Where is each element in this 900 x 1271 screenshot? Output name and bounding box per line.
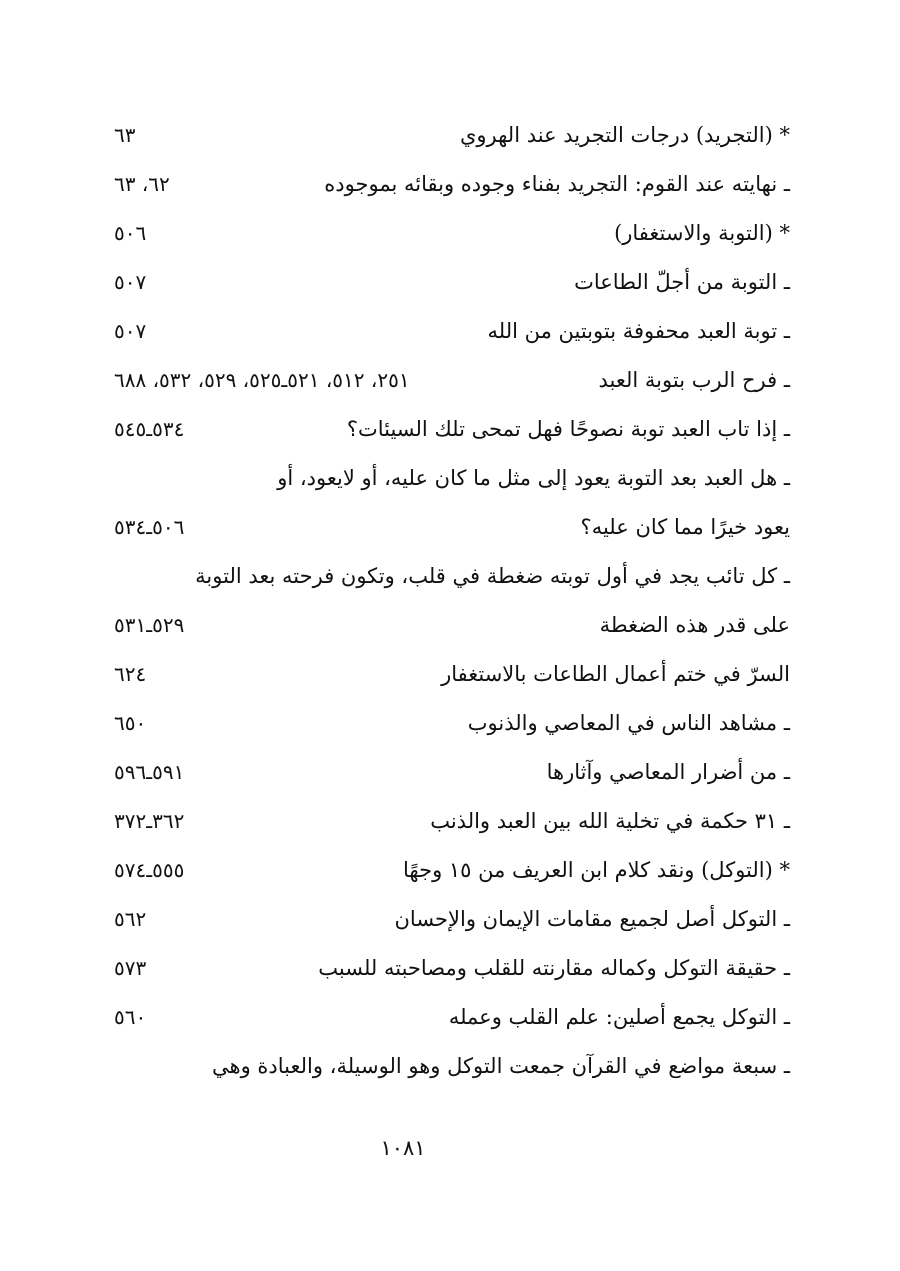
entry-pages: ٥٠٧ (114, 319, 147, 343)
index-entry (110, 161, 790, 210)
entry-pages: ٥٠٦ (114, 221, 147, 245)
entry-text: ـ مشاهد الناس في المعاصي والذنوب (467, 711, 790, 735)
entry-pages: ٥٩١ـ٥٩٦ (114, 760, 185, 784)
index-entry (110, 651, 790, 700)
index-entry (110, 847, 790, 896)
entry-pages: ٥٠٧ (114, 270, 147, 294)
index-entry (110, 357, 790, 406)
entry-pages: ٦٣ (114, 123, 136, 147)
entry-pages: ٥٢٩ـ٥٣١ (114, 613, 185, 637)
index-entry (110, 553, 790, 602)
index-entries (110, 112, 790, 1092)
index-entry (110, 945, 790, 994)
entry-pages: ٦٢٤ (114, 662, 147, 686)
entry-text: ـ كل تائب يجد في أول توبته ضغطة في قلب، وتكون فرحته بعد التوبة (195, 564, 790, 588)
index-entry (110, 994, 790, 1043)
entry-pages: ٥٥٥ـ٥٧٤ (114, 858, 185, 882)
index-entry (110, 210, 790, 259)
index-entry (110, 112, 790, 161)
index-entry (110, 896, 790, 945)
entry-pages: ٥٧٣ (114, 956, 147, 980)
entry-text: * (التوبة والاستغفار) (614, 221, 790, 245)
index-entry (110, 406, 790, 455)
entry-pages: ٥٠٦ـ٥٣٤ (114, 515, 185, 539)
entry-pages: ٥٣٤ـ٥٤٥ (114, 417, 185, 441)
index-entry (110, 798, 790, 847)
index-entry (110, 308, 790, 357)
index-entry (110, 602, 790, 651)
page-number: ١٠٨١ (380, 1136, 426, 1160)
index-entry (110, 504, 790, 553)
entry-text: ـ التوبة من أجلّ الطاعات (574, 270, 790, 294)
entry-text: يعود خيرًا مما كان عليه؟ (580, 515, 790, 539)
entry-text: ـ إذا تاب العبد توبة نصوحًا فهل تمحى تلك السيئات؟ (346, 417, 790, 441)
index-entry (110, 455, 790, 504)
entry-text: ـ التوكل يجمع أصلين: علم القلب وعمله (448, 1005, 790, 1029)
entry-text: ـ هل العبد بعد التوبة يعود إلى مثل ما كان عليه، أو لايعود، أو (277, 466, 790, 490)
entry-pages: ٦٢، ٦٣ (114, 172, 170, 196)
entry-text: ـ التوكل أصل لجميع مقامات الإيمان والإحسان (394, 907, 790, 931)
entry-pages: ٣٦٢ـ٣٧٢ (114, 809, 185, 833)
entry-text: السرّ في ختم أعمال الطاعات بالاستغفار (441, 662, 790, 686)
entry-pages: ٢٥١، ٥١٢، ٥٢١ـ٥٢٥، ٥٢٩، ٥٣٢، ٦٨٨ (114, 368, 410, 392)
index-entry (110, 1043, 790, 1092)
entry-text: على قدر هذه الضغطة (599, 613, 790, 637)
entry-pages: ٥٦٢ (114, 907, 147, 931)
entry-text: * (التوكل) ونقد كلام ابن العريف من ١٥ وجهًا (403, 858, 790, 882)
entry-pages: ٦٥٠ (114, 711, 147, 735)
entry-text: ـ ٣١ حكمة في تخلية الله بين العبد والذنب (430, 809, 790, 833)
entry-pages: ٥٦٠ (114, 1005, 147, 1029)
entry-text: * (التجريد) درجات التجريد عند الهروي (459, 123, 790, 147)
index-entry (110, 749, 790, 798)
entry-text: ـ فرح الرب بتوبة العبد (598, 368, 790, 392)
entry-text: ـ سبعة مواضع في القرآن جمعت التوكل وهو الوسيلة، والعبادة وهي (212, 1054, 790, 1078)
index-entry (110, 259, 790, 308)
entry-text: ـ حقيقة التوكل وكماله مقارنته للقلب ومصاحبته للسبب (318, 956, 790, 980)
index-entry (110, 700, 790, 749)
entry-text: ـ نهايته عند القوم: التجريد بفناء وجوده وبقائه بموجوده (324, 172, 790, 196)
entry-text: ـ توبة العبد محفوفة بتوبتين من الله (487, 319, 790, 343)
entry-text: ـ من أضرار المعاصي وآثارها (546, 760, 790, 784)
